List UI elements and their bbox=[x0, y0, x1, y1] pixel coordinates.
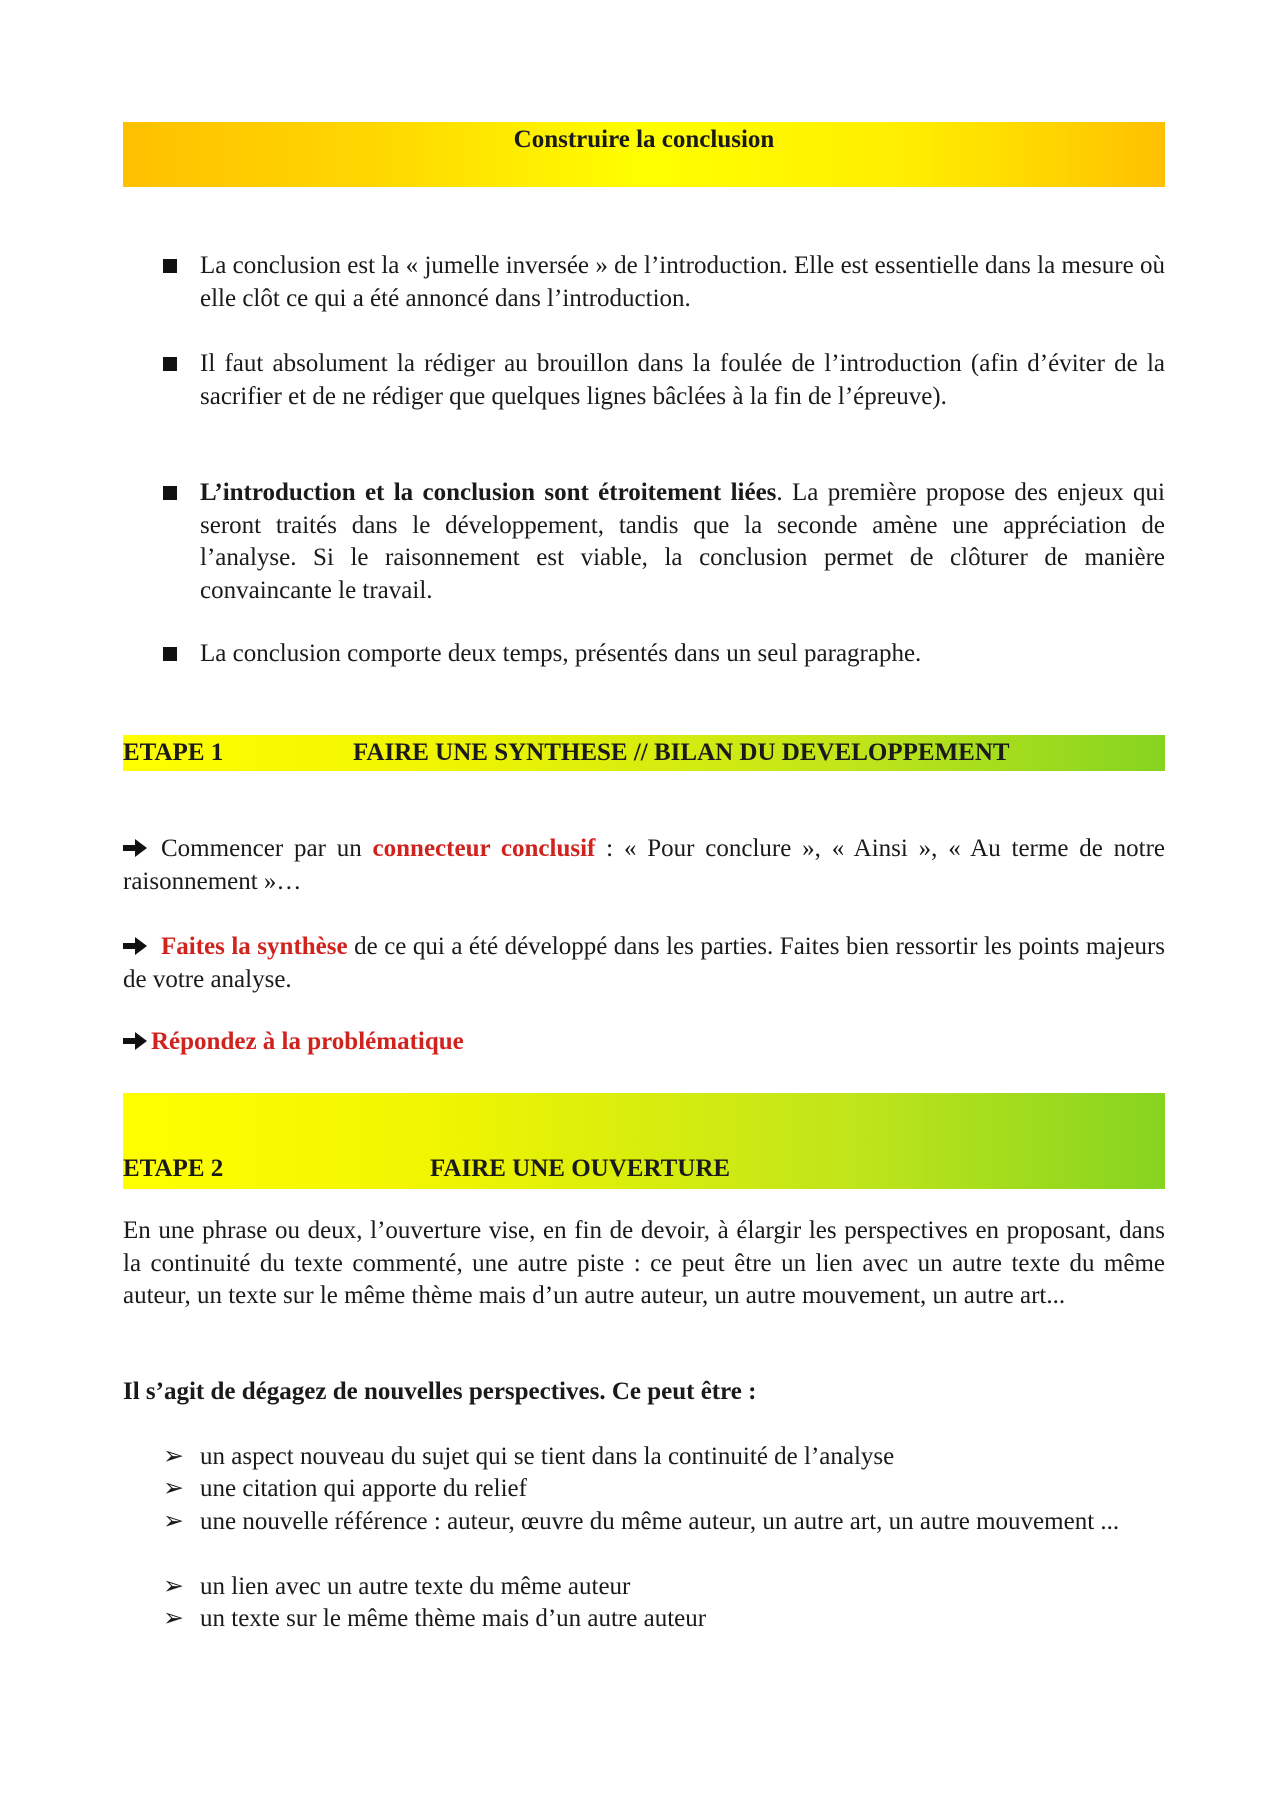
bullet-text: La conclusion est la « jumelle inversée » de l’introduction. Elle est essentielle dans la mesure où elle clôt ce qui a été annoncé dans l’introduction. bbox=[200, 252, 1165, 312]
chevron-right-icon: ➢ bbox=[163, 1573, 184, 1600]
etape1-title: FAIRE UNE SYNTHESE // BILAN DU DEVELOPPEMENT bbox=[353, 739, 1010, 766]
bullet-item bbox=[163, 348, 1165, 413]
bullet-item bbox=[163, 477, 1165, 607]
page-title: Construire la conclusion bbox=[513, 126, 775, 153]
list-item-text: un aspect nouveau du sujet qui se tient dans la continuité de l’analyse bbox=[200, 1443, 895, 1470]
list-item-text: une citation qui apporte du relief bbox=[200, 1475, 527, 1502]
chevron-right-icon: ➢ bbox=[163, 1605, 184, 1632]
bullet-text: . La première propose des enjeux qui seront traités dans le développement, tandis que la seconde amène une appréciation de l’analyse. Si le raisonnement est viable, la conclusion permet de clôturer de manière convaincante le travail. bbox=[200, 479, 1165, 604]
highlight-connecteur: connecteur conclusif bbox=[372, 835, 596, 862]
list-item bbox=[163, 1441, 1165, 1474]
square-bullet-icon bbox=[163, 486, 177, 500]
etape1-label: ETAPE 1 bbox=[123, 739, 224, 766]
list-item bbox=[163, 1571, 1165, 1604]
etape2-label: ETAPE 2 bbox=[123, 1155, 224, 1182]
highlight-synthese: Faites la synthèse bbox=[161, 933, 348, 960]
bullet-bold-lead: L’introduction et la conclusion sont étroitement liées bbox=[200, 479, 777, 506]
chevron-right-icon: ➢ bbox=[163, 1508, 184, 1535]
right-arrow-icon bbox=[123, 1031, 147, 1051]
chevron-right-icon: ➢ bbox=[163, 1475, 184, 1502]
bullet-item bbox=[163, 250, 1165, 315]
arrow-paragraph: Faites la synthèse de ce qui a été développé dans les parties. Faites bien ressortir les points majeurs de votre analyse. bbox=[123, 933, 1165, 993]
right-arrow-icon bbox=[123, 936, 147, 956]
square-bullet-icon bbox=[163, 647, 177, 661]
right-arrow-icon bbox=[123, 838, 147, 858]
chevron-right-icon: ➢ bbox=[163, 1443, 184, 1470]
list-item-text: un texte sur le même thème mais d’un autre auteur bbox=[200, 1605, 707, 1632]
etape2-title: FAIRE UNE OUVERTURE bbox=[430, 1155, 731, 1182]
title-banner bbox=[123, 122, 1165, 187]
arrow-paragraph: Commencer par un connecteur conclusif : « Pour conclure », « Ainsi », « Au terme de notre raisonnement »… bbox=[123, 835, 1166, 895]
arrow-paragraph bbox=[123, 1026, 1165, 1059]
list-item-text: une nouvelle référence : auteur, œuvre du même auteur, un autre art, un autre mouvement ... bbox=[200, 1508, 1120, 1535]
bullet-text: Il faut absolument la rédiger au brouillon dans la foulée de l’introduction (afin d’éviter de la sacrifier et de ne rédiger que quelques lignes bâclées à la fin de l’épreuve). bbox=[200, 350, 1165, 410]
bullet-text: La conclusion comporte deux temps, présentés dans un seul paragraphe. bbox=[200, 640, 922, 667]
bullet-item bbox=[163, 638, 1165, 671]
square-bullet-icon bbox=[163, 357, 177, 371]
list-item-text: un lien avec un autre texte du même auteur bbox=[200, 1573, 631, 1600]
etape1-banner bbox=[123, 735, 1165, 771]
highlight-problematique: Répondez à la problématique bbox=[151, 1028, 464, 1055]
list-item bbox=[163, 1506, 1165, 1539]
list-item bbox=[163, 1603, 1165, 1636]
list-item bbox=[163, 1473, 1165, 1506]
perspectives-heading: Il s’agit de dégagez de nouvelles perspectives. Ce peut être : bbox=[123, 1378, 757, 1405]
ouverture-paragraph: En une phrase ou deux, l’ouverture vise, en fin de devoir, à élargir les perspectives en proposant, dans la continuité du texte commenté, une autre piste : ce peut être un lien avec un autre texte du même auteur, un texte sur le même thème mais d’un autre auteur, un autre mouvement, un autre art... bbox=[123, 1217, 1165, 1309]
etape2-banner bbox=[123, 1093, 1165, 1189]
square-bullet-icon bbox=[163, 259, 177, 273]
